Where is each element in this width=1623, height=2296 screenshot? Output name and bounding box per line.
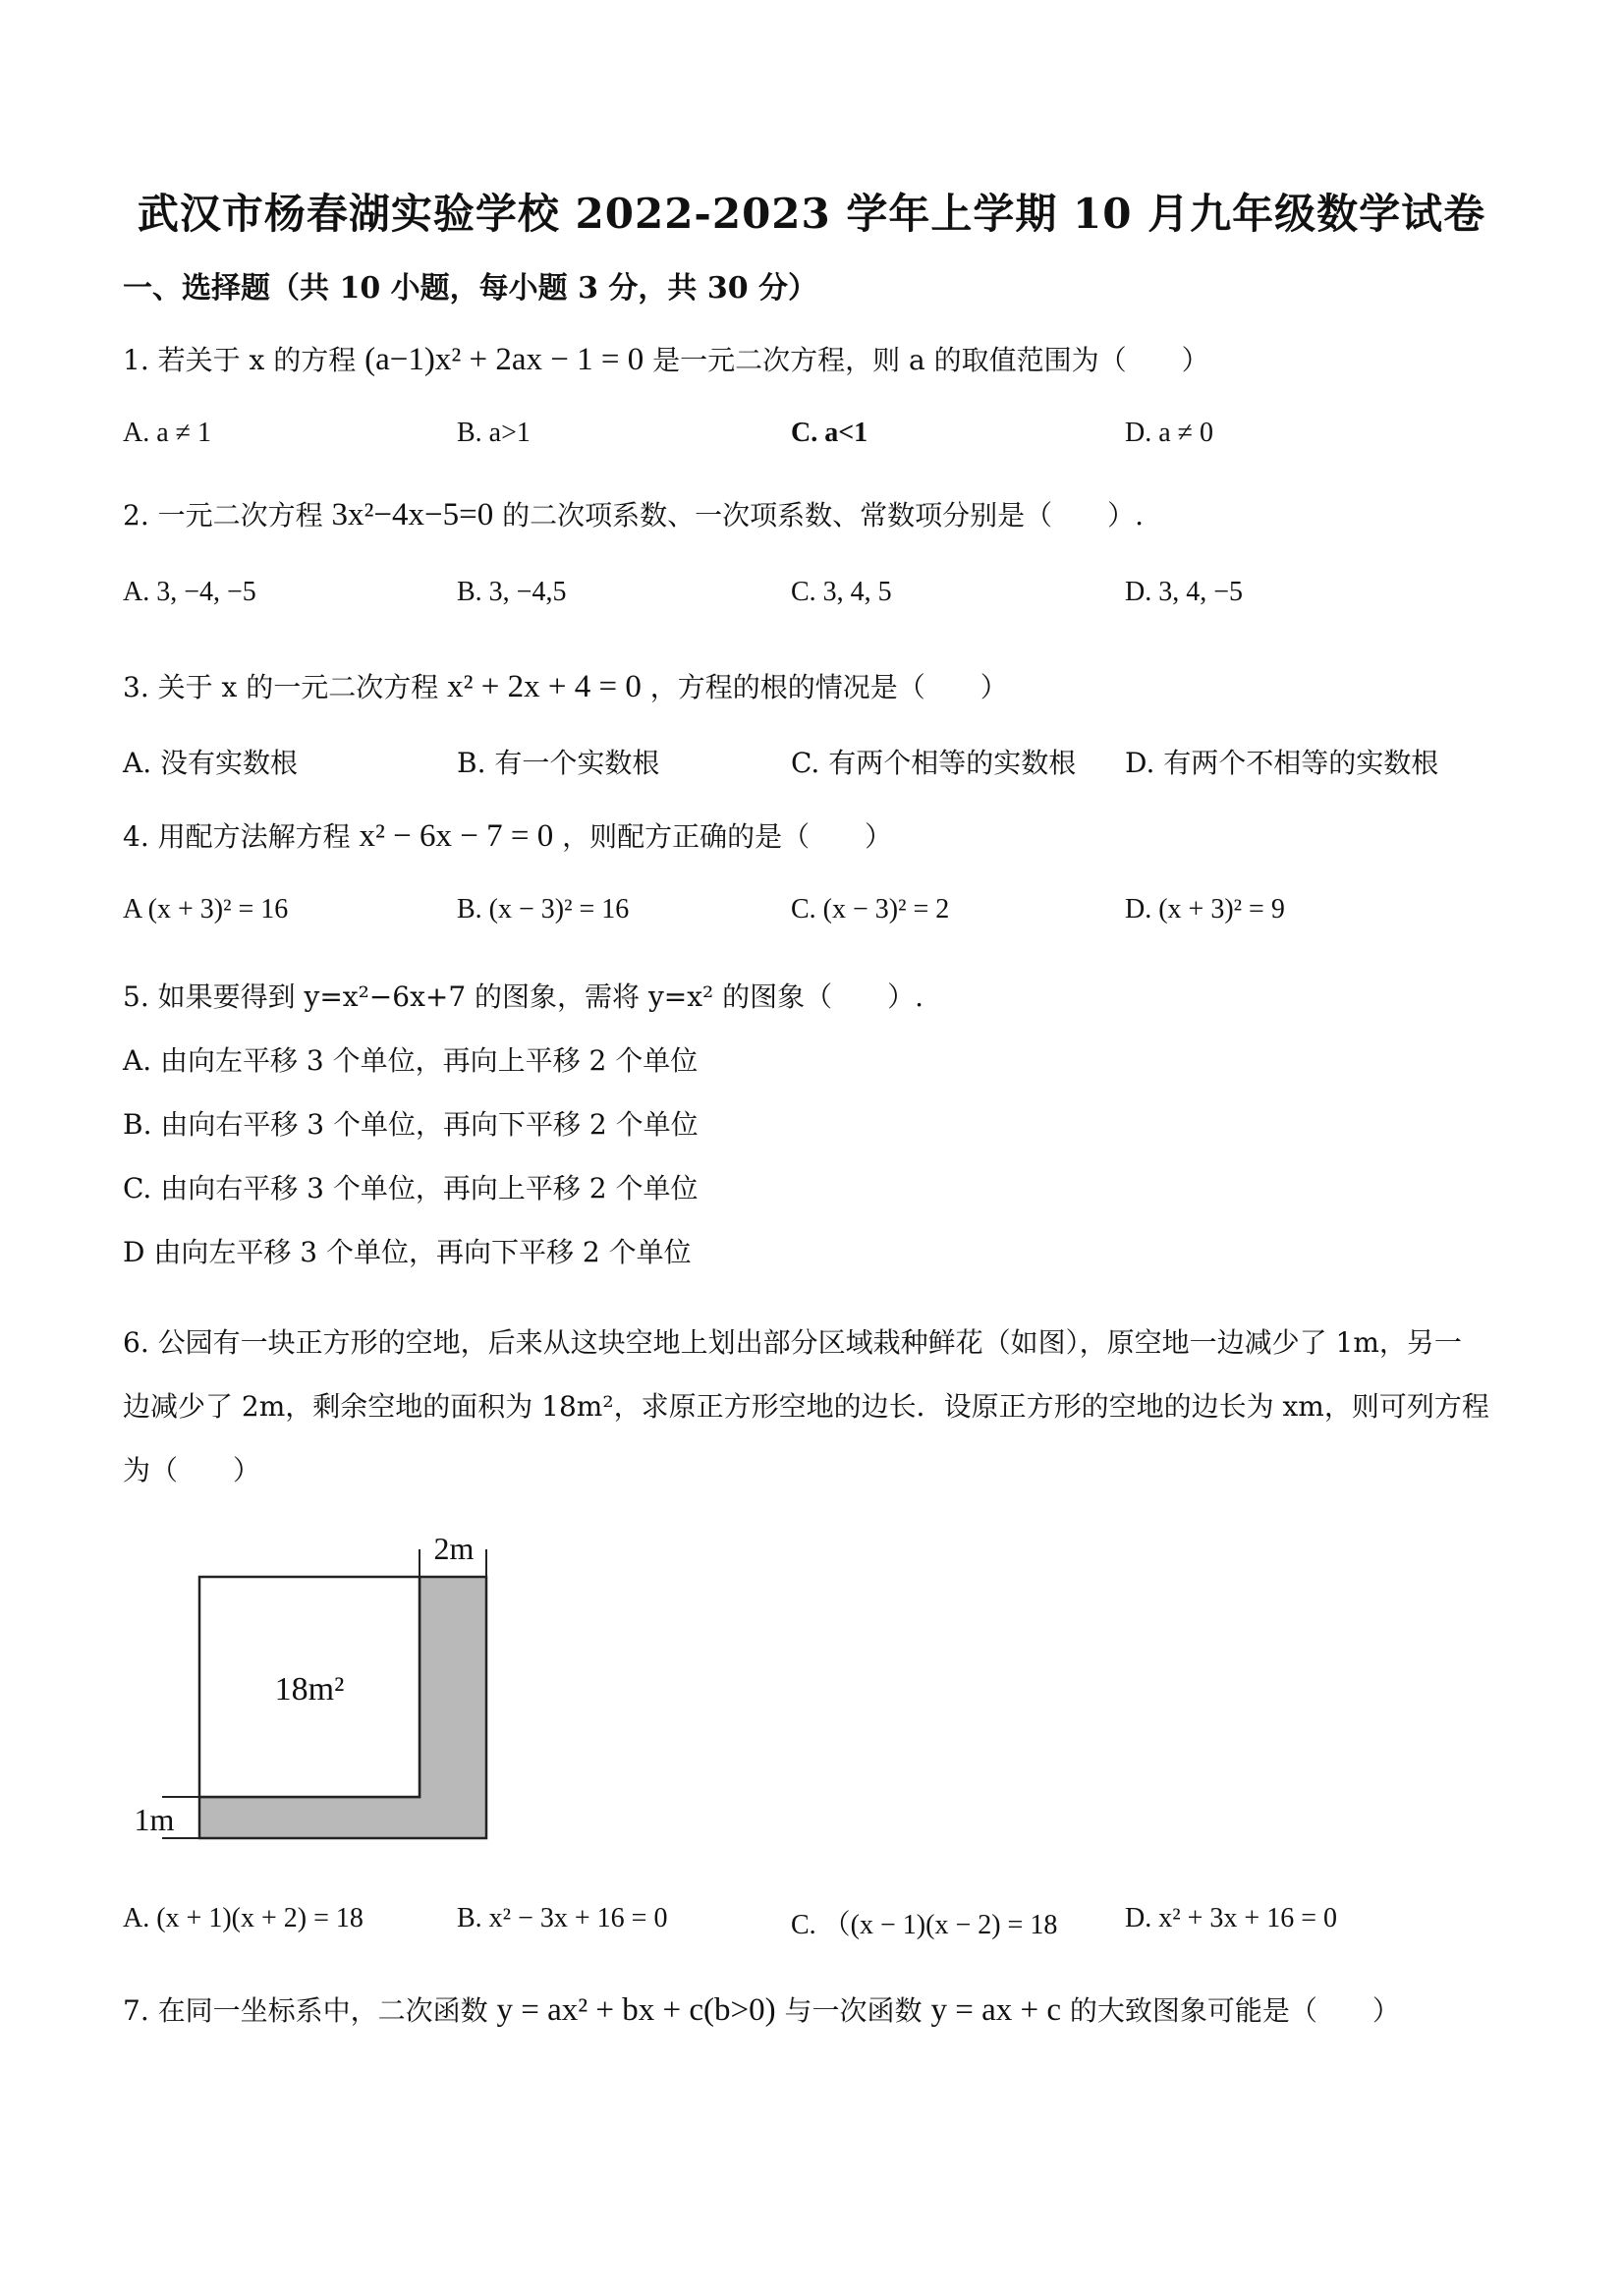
- question-4-prefix: 4. 用配方法解方程: [123, 820, 351, 853]
- section-heading-choice: 一、选择题（共 10 小题，每小题 3 分，共 30 分）: [123, 271, 818, 306]
- question-1-option-c[interactable]: C. a<1: [791, 418, 868, 448]
- question-1-suffix: 是一元二次方程，则 a 的取值范围为（ ）: [652, 344, 1209, 376]
- question-6-line-3: 为（ ）: [123, 1454, 261, 1486]
- question-2-option-c[interactable]: C. 3, 4, 5: [791, 577, 892, 607]
- question-6-line-1: 6. 公园有一块正方形的空地，后来从这块空地上划出部分区域栽种鲜花（如图），原空地一边减少了 1m，另一: [123, 1326, 1462, 1359]
- question-3-option-a[interactable]: A. 没有实数根: [123, 747, 299, 779]
- question-1-prefix: 1. 若关于 x 的方程: [123, 344, 357, 376]
- question-7-linear: y = ax + c: [930, 1992, 1061, 2028]
- question-7-quadratic: y = ax² + bx + c(b>0): [496, 1992, 776, 2028]
- question-7-stem: [123, 1989, 1400, 2029]
- question-5-option-b[interactable]: B. 由向右平移 3 个单位，再向下平移 2 个单位: [123, 1108, 699, 1141]
- question-6-line-2: 边减少了 2m，剩余空地的面积为 18m²，求原正方形空地的边长．设原正方形的空地的边长为 xm，则可列方程: [123, 1390, 1489, 1423]
- question-3-option-b[interactable]: B. 有一个实数根: [457, 747, 660, 779]
- question-1-option-b[interactable]: B. a>1: [457, 418, 531, 448]
- question-4-suffix: ，则配方正确的是（ ）: [562, 820, 893, 853]
- question-7-suffix: 的大致图象可能是（ ）: [1069, 1994, 1400, 2027]
- question-6-option-c[interactable]: C. （(x − 1)(x − 2) = 18: [791, 1910, 1058, 1940]
- question-4-option-a[interactable]: A (x + 3)² = 16: [123, 894, 289, 924]
- question-2-stem: [123, 494, 1144, 533]
- garden-figure: [123, 1528, 516, 1852]
- question-3-option-c[interactable]: C. 有两个相等的实数根: [791, 747, 1077, 779]
- top-width-label: 2m: [433, 1531, 475, 1566]
- left-width-label: 1m: [134, 1802, 175, 1837]
- question-2-suffix: 的二次项系数、一次项系数、常数项分别是（ ）.: [502, 499, 1145, 532]
- question-5-option-a[interactable]: A. 由向左平移 3 个单位，再向上平移 2 个单位: [123, 1044, 699, 1077]
- question-3-prefix: 3. 关于 x 的一元二次方程: [123, 671, 439, 703]
- exam-title: 武汉市杨春湖实验学校 2022-2023 学年上学期 10 月九年级数学试卷: [137, 190, 1486, 238]
- question-4-option-d[interactable]: D. (x + 3)² = 9: [1125, 894, 1285, 924]
- question-6-option-b[interactable]: B. x² − 3x + 16 = 0: [457, 1903, 668, 1933]
- question-7-mid: 与一次函数: [784, 1994, 923, 2027]
- question-1-stem: [123, 339, 1209, 378]
- question-3-equation: x² + 2x + 4 = 0: [447, 669, 642, 704]
- question-2-option-b[interactable]: B. 3, −4,5: [457, 577, 567, 607]
- question-5-stem: 5. 如果要得到 y=x²−6x+7 的图象，需将 y=x² 的图象（ ）.: [123, 980, 924, 1013]
- question-5-option-c[interactable]: C. 由向右平移 3 个单位，再向上平移 2 个单位: [123, 1172, 699, 1204]
- question-6-option-a[interactable]: A. (x + 1)(x + 2) = 18: [123, 1903, 364, 1933]
- question-2-equation: 3x²−4x−5=0: [331, 497, 494, 532]
- question-6-option-d[interactable]: D. x² + 3x + 16 = 0: [1125, 1903, 1337, 1933]
- question-4-option-c[interactable]: C. (x − 3)² = 2: [791, 894, 950, 924]
- question-4-equation: x² − 6x − 7 = 0: [359, 818, 554, 854]
- question-7-prefix: 7. 在同一坐标系中，二次函数: [123, 1994, 488, 2027]
- question-1-option-d[interactable]: D. a ≠ 0: [1125, 418, 1214, 448]
- question-2-option-d[interactable]: D. 3, 4, −5: [1125, 577, 1244, 607]
- question-1-option-a[interactable]: A. a ≠ 1: [123, 418, 212, 448]
- question-4-stem: [123, 815, 892, 855]
- question-3-suffix: ，方程的根的情况是（ ）: [649, 671, 1008, 703]
- question-2-option-a[interactable]: A. 3, −4, −5: [123, 577, 256, 607]
- area-label: 18m²: [274, 1671, 345, 1708]
- question-1-equation: (a−1)x² + 2ax − 1 = 0: [364, 342, 644, 377]
- question-5-option-d[interactable]: D 由向左平移 3 个单位，再向下平移 2 个单位: [123, 1236, 692, 1268]
- question-3-stem: [123, 666, 1008, 705]
- question-2-prefix: 2. 一元二次方程: [123, 499, 323, 532]
- question-3-option-d[interactable]: D. 有两个不相等的实数根: [1125, 747, 1439, 779]
- question-4-option-b[interactable]: B. (x − 3)² = 16: [457, 894, 630, 924]
